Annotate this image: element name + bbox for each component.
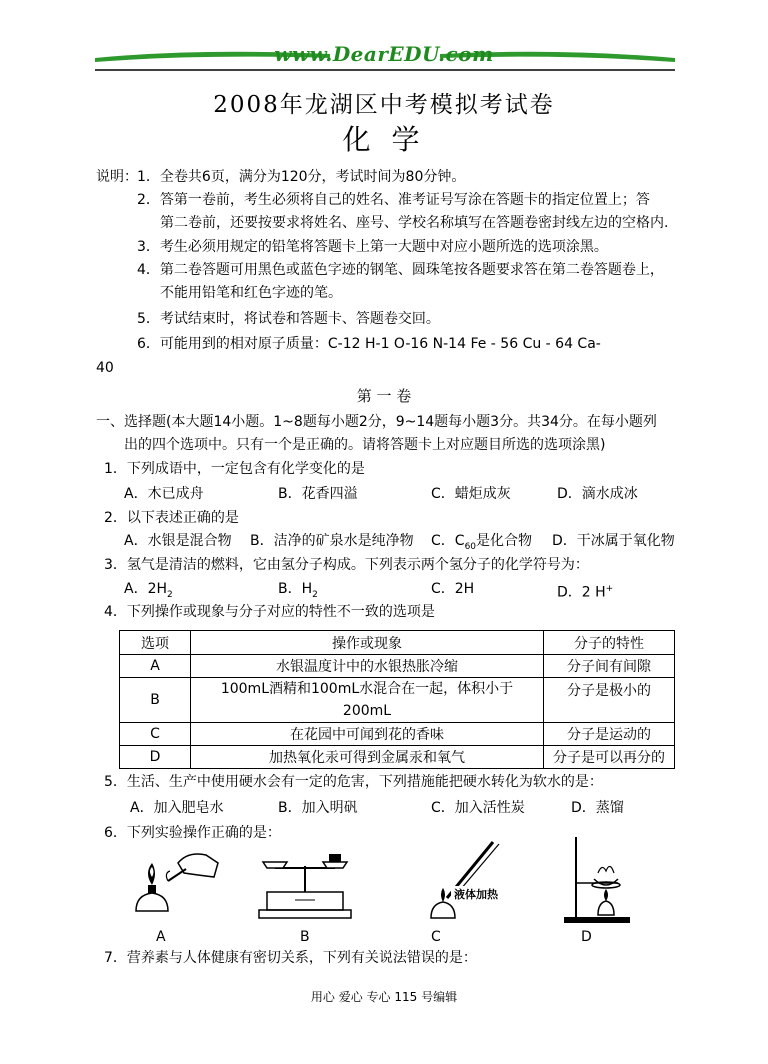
q4-cell-option: C xyxy=(120,723,191,746)
note-6-line2: 40 xyxy=(96,360,114,376)
site-logo xyxy=(0,40,768,78)
q3-stem: 3．氢气是清洁的燃料，它由氢分子构成。下列表示两个氢分子的化学符号为： xyxy=(104,557,589,573)
q1-option-b: B．花香四溢 xyxy=(278,486,358,502)
q5-option-c: C．加入活性炭 xyxy=(431,800,525,816)
q6-figure-b-balance xyxy=(255,852,355,922)
q2-c-suffix: 是化合物 xyxy=(476,533,533,549)
q3-a-subscript: 2 xyxy=(167,589,173,600)
q4-cell-option: B xyxy=(120,678,191,723)
q4-header-property: 分子的特性 xyxy=(544,631,675,655)
q3-d-text: D．2 H xyxy=(557,584,606,601)
q4-row-b xyxy=(120,678,675,723)
q3-option-c: C．2H xyxy=(431,581,475,597)
q5-option-a: A．加入肥皂水 xyxy=(130,800,224,816)
note-4-line2: 不能用铅笔和红色字迹的笔。 xyxy=(160,285,342,301)
q5-option-d: D．蒸馏 xyxy=(571,800,624,816)
q1-stem: 1．下列成语中，一定包含有化学变化的是 xyxy=(104,461,365,477)
q2-option-d: D．干冰属于氧化物 xyxy=(552,533,675,549)
note-2-line1: 2．答第一卷前，考生必须将自己的姓名、准考证号写涂在答题卡的指定位置上；答 xyxy=(137,192,650,208)
q3-option-a xyxy=(124,579,173,605)
q3-b-text: B．H xyxy=(278,581,313,597)
q4-cell-property: 分子是运动的 xyxy=(544,723,675,746)
q6-figure-c-label: 液体加热 xyxy=(454,888,498,901)
q4-cell-operation: 加热氧化汞可得到金属汞和氧气 xyxy=(191,746,544,769)
q5-option-b: B．加入明矾 xyxy=(278,800,358,816)
q4-cell-operation: 在花园中可闻到花的香味 xyxy=(191,723,544,746)
part1-intro-line1: 一、选择题(本大题14小题。1~8题每小题2分，9~14题每小题3分。共34分。在每小题列 xyxy=(96,414,657,430)
q7-stem: 7．营养素与人体健康有密切关系，下列有关说法错误的是： xyxy=(104,950,477,966)
subject-title: 化 学 xyxy=(342,123,426,156)
q6-figure-d-evaporation xyxy=(562,833,632,925)
q2-c-subscript: 60 xyxy=(464,541,477,552)
q2-option-b: B．洁净的矿泉水是纯净物 xyxy=(250,533,414,549)
q3-a-text: A．2H xyxy=(124,581,168,597)
q6-figure-b-label: B xyxy=(300,929,310,945)
q6-stem: 6．下列实验操作正确的是： xyxy=(104,825,281,841)
q3-option-b xyxy=(278,579,318,605)
q4-row-b-line1: 100mL酒精和100mL水混合在一起，体积小于 xyxy=(220,681,514,697)
q2-option-c xyxy=(431,531,532,557)
q6-figure-a-alcohol-lamp xyxy=(128,843,220,923)
q3-b-subscript: 2 xyxy=(312,589,318,600)
note-4-line1: 4．第二卷答题可用黑色或蓝色字迹的钢笔、圆珠笔按各题要求答在第二卷答题卷上， xyxy=(137,262,664,278)
q6-figure-c-liquid-heating xyxy=(417,836,527,926)
q4-cell-property: 分子是极小的 xyxy=(544,678,675,723)
notes-label: 说明： xyxy=(96,169,138,185)
note-5: 5．考试结束时，将试卷和答题卡、答题卷交回。 xyxy=(137,311,440,327)
q4-header-option: 选项 xyxy=(120,631,191,655)
q4-cell-property: 分子间有间隙 xyxy=(544,655,675,678)
q4-header-row xyxy=(120,631,675,655)
q4-row-c xyxy=(120,723,675,746)
q4-stem: 4．下列操作或现象与分子对应的特性不一致的选项是 xyxy=(104,604,435,620)
q4-cell-option: D xyxy=(120,746,191,769)
q1-option-c: C．蜡炬成灰 xyxy=(431,486,511,502)
q6-figure-d-label: D xyxy=(581,929,592,945)
section-title: 第 一 卷 xyxy=(356,387,412,405)
q2-stem: 2．以下表述正确的是 xyxy=(104,510,239,526)
q2-c-prefix: C．C xyxy=(431,533,465,549)
q4-cell-operation xyxy=(191,678,544,723)
q4-cell-property: 分子是可以再分的 xyxy=(544,746,675,769)
exam-title: 2008年龙湖区中考模拟考试卷 xyxy=(213,92,555,118)
site-url: www.DearEDU.com xyxy=(274,42,494,66)
q4-header-operation: 操作或现象 xyxy=(191,631,544,655)
note-3: 3．考生必须用规定的铅笔将答题卡上第一大题中对应小题所选的选项涂黑。 xyxy=(137,239,608,255)
q3-d-superscript: + xyxy=(605,584,614,594)
q4-row-a xyxy=(120,655,675,678)
note-6-line1: 6．可能用到的相对原子质量：C-12 H-1 O-16 N-14 Fe - 56 Cu - 64 Ca- xyxy=(137,336,601,352)
q4-cell-option: A xyxy=(120,655,191,678)
note-1: 1．全卷共6页，满分为120分，考试时间为80分钟。 xyxy=(137,169,466,185)
note-2-line2: 第二卷前，还要按要求将姓名、座号、学校名称填写在答题卷密封线左边的空格内. xyxy=(160,215,669,231)
q4-table xyxy=(119,630,675,769)
q6-figure-c-letter: C xyxy=(431,929,441,945)
q4-row-d xyxy=(120,746,675,769)
q5-stem: 5．生活、生产中使用硬水会有一定的危害，下列措施能把硬水转化为软水的是： xyxy=(104,774,603,790)
q2-option-a: A．水银是混合物 xyxy=(124,533,232,549)
q3-option-d xyxy=(557,579,613,603)
q1-option-a: A．木已成舟 xyxy=(124,486,204,502)
page-footer: 用心 爱心 专心 115 号编辑 xyxy=(310,990,458,1004)
q6-figure-a-label: A xyxy=(156,929,166,945)
q4-cell-operation: 水银温度计中的水银热胀冷缩 xyxy=(191,655,544,678)
q1-option-d: D．滴水成冰 xyxy=(557,486,638,502)
part1-intro-line2: 出的四个选项中。只有一个是正确的。请将答题卡上对应题目所选的选项涂黑) xyxy=(124,437,606,453)
q4-row-b-line2: 200mL xyxy=(342,703,392,719)
